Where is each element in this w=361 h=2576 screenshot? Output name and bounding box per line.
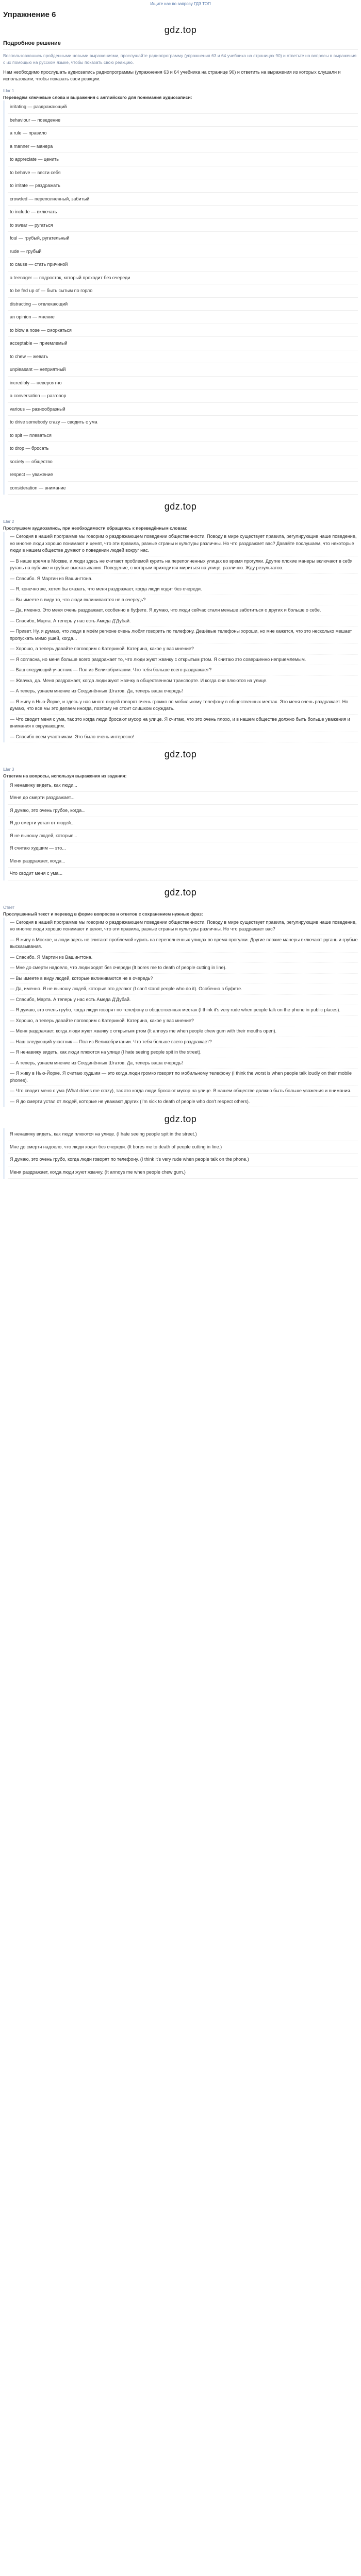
exercise-title: Упражнение 6	[3, 10, 56, 19]
answer-line: — Спасибо. Я Мартин из Вашингтона.	[8, 953, 358, 963]
vocab-item: incredibly — невероятно	[8, 377, 358, 390]
watermark: gdz.top	[164, 24, 197, 35]
vocab-list	[3, 100, 358, 495]
answer-line: — Меня раздражает, когда люди жуют жвачку с открытым ртом (It annoys me when people chew gum with their mouths open).	[8, 1026, 358, 1037]
answer-line: — Что сводит меня с ума (What drives me crazy), так это когда люди бросают мусор на улице. В нашем обществе должно быть больше уважения и внимания.	[8, 1086, 358, 1097]
phrase-item: Я ненавижу видеть, как люди...	[8, 779, 358, 792]
phrase-list	[3, 779, 358, 880]
top-note[interactable]: Ищите нас по запросу ГДЗ ТОП	[150, 2, 211, 6]
final-answer-item: Я ненавижу видеть, как люди плюются на улице. (I hate seeing people spit in the street.)	[8, 1128, 358, 1141]
watermark: gdz.top	[164, 749, 197, 759]
dialogue-line: — Ваш следующий участник — Пол из Великобритании. Что тебя больше всего раздражает?	[8, 665, 358, 676]
watermark: gdz.top	[164, 501, 197, 512]
phrase-item: Меня до смерти раздражает...	[8, 792, 358, 805]
final-answer-item: Я думаю, это очень грубо, когда люди говорят по телефону. (I think it's very rude when people talk on the phone.)	[8, 1154, 358, 1166]
dialogue-line: — Я, конечно же, хотел бы сказать, что меня раздражает, когда люди ходят без очереди.	[8, 584, 358, 595]
vocab-item: crowded — переполненный, забитый	[8, 193, 358, 206]
vocab-item: to irritate — раздражать	[8, 179, 358, 193]
answer-dialogue	[3, 918, 358, 1108]
vocab-item: to drop — бросать	[8, 442, 358, 455]
answer-line: — Сегодня в нашей программе мы говорим о раздражающем поведении общественности. Поводу в мире существует правила, регулирующие наше поведение, но многие люди хорошо понимают и ценят, что эти правила, разные страны и культуры различны. Но что раздражает вас?	[8, 918, 358, 935]
final-answer-list	[3, 1128, 358, 1179]
answer-line: — Я ненавижу видеть, как люди плюются на улице (I hate seeing people spit in the street).	[8, 1047, 358, 1058]
vocab-item: to appreciate — ценить	[8, 153, 358, 166]
step-2-label: Шаг 2	[3, 519, 14, 524]
dialogue-line: — Спасибо. Я Мартин из Вашингтона.	[8, 574, 358, 585]
phrase-item: Что сводит меня с ума...	[8, 868, 358, 880]
vocab-item: to drive somebody crazy — сводить с ума	[8, 416, 358, 429]
vocab-item: to spit — плеваться	[8, 429, 358, 443]
dialogue-line: — А теперь, узнаем мнение из Соединённых Штатов. Да, теперь ваша очередь!	[8, 686, 358, 697]
answer-line: — Я до смерти устал от людей, которые не уважают других (I'm sick to death of people who don't respect others).	[8, 1097, 358, 1108]
condition-text: Воспользовавшись пройденными новыми выражениями, прослушайте радиопрограмму (упражнения 63 и 64 учебника на страницах 90) и ответьте на вопросы в выражения с их помощью на русском языке, чтобы показать свою реакцию.	[3, 53, 357, 65]
final-answer-item: Мне до смерти надоело, что люди ходят без очереди. (It bores me to death of people cutting in line.)	[8, 1141, 358, 1154]
answer-line: — Наш следующий участник — Пол из Великобритании. Что тебя больше всего раздражает?	[8, 1037, 358, 1048]
phrase-item: Я считаю худшим — это...	[8, 842, 358, 855]
vocab-item: a rule — правило	[8, 127, 358, 140]
solution-title: Подробное решение	[3, 39, 358, 50]
dialogue-line: — Хорошо, а теперь давайте поговорим с Катериной. Катерина, какое у вас мнение?	[8, 644, 358, 655]
vocab-item: to cause — стать причиной	[8, 258, 358, 272]
answer-line: — Хорошо, а теперь давайте поговорим с Катериной. Катерина, какое у вас мнение?	[8, 1016, 358, 1027]
vocab-item: a conversation — разговор	[8, 389, 358, 403]
answer-header: Прослушанный текст и перевод в форме вопросов и ответов с сохранением нужных фраз:	[3, 911, 203, 917]
answer-line: — Мне до смерти надоело, что люди ходят без очереди (It bores me to death of people cutting in line).	[8, 963, 358, 974]
watermark: gdz.top	[164, 887, 197, 897]
answer-line: — А теперь, узнаем мнение из Соединённых Штатов. Да, теперь ваша очередь!	[8, 1058, 358, 1069]
dialogue-line: — В наше время в Москве, и люди здесь не считают проблемой курить на переполненных улицах во время прогулки. Другие плохие манеры включают в себя ругань на публике и грубые высказывания. Поведение, с которым приходится мириться на улице, различно. Жду результатов.	[8, 556, 358, 574]
dialogue-line: — Жвачка, да. Меня раздражает, когда люди жуют жвачку в общественном транспорте. И когда они плюются на улице.	[8, 676, 358, 687]
dialogue-line: — Сегодня в нашей программе мы говорим о раздражающем поведении общественности. Поводу в мире существует правила, регулирующие наше поведение, но многие люди хорошо понимают и ценят, что эти правила, разные страны и культуры различны. Но что раздражает вас? Давайте послушаем, что некоторые люди в нашем обществе думают о поведении людей вокруг нас.	[8, 532, 358, 556]
vocab-item: behaviour — поведение	[8, 114, 358, 127]
dialogue-line: — Привет. Ну, я думаю, что люди в моём регионе очень любят говорить по телефону. Дешёвые телефоны хороши, но мне кажется, что это несколько мешает пропускать мимо ушей, когда...	[8, 626, 358, 644]
dialogue-line: — Спасибо, Марта. А теперь у нас есть Амеда Д'Дубай.	[8, 616, 358, 627]
vocab-item: foul — грубый, ругательный	[8, 232, 358, 245]
dialogue-line: — Спасибо всем участникам. Это было очень интересно!	[8, 732, 358, 743]
step-3-label: Шаг 3	[3, 767, 14, 772]
vocab-item: rude — грубый	[8, 245, 358, 259]
watermark: gdz.top	[164, 1114, 197, 1124]
answer-line: — Я живу в Москве, и люди здесь не считают проблемой курить на переполненных улицах во время прогулки. Другие плохие манеры включают ругань и грубые высказывания.	[8, 935, 358, 953]
vocab-item: to include — включать	[8, 206, 358, 219]
vocab-item: to chew — жевать	[8, 350, 358, 364]
vocab-item: a manner — манера	[8, 140, 358, 154]
intro-text: Нам необходимо прослушать аудиозапись радиопрограммы (упражнения 63 и 64 учебника на странице 90) и ответить на выражения из которых слушали и использовали, чтобы показать свои реакции.	[3, 69, 341, 81]
phrase-item: Я до смерти устал от людей...	[8, 817, 358, 830]
answer-line: — Вы имеете в виду людей, которые вклиниваются не в очередь?	[8, 974, 358, 985]
vocab-item: to swear — ругаться	[8, 219, 358, 232]
vocab-item: consideration — внимание	[8, 482, 358, 495]
vocab-item: respect — уважение	[8, 468, 358, 482]
final-answer-item: Меня раздражает, когда люди жуют жвачку. (It annoys me when people chew gum.)	[8, 1166, 358, 1179]
dialogue-line: — Что сводит меня с ума, так это когда люди бросают мусор на улице. Я считаю, что это очень плохо, и в нашем обществе должно быть больше уважения и внимания к окружающим.	[8, 715, 358, 732]
step-1-label: Шаг 1	[3, 88, 14, 93]
dialogue-line: — Я согласна, но меня больше всего раздражает то, что люди жуют жвачку с открытым ртом. Я считаю это совершенно неприемлемым.	[8, 655, 358, 666]
dialogue-line: — Вы имеете в виду то, что люди вклиниваются не в очередь?	[8, 595, 358, 606]
vocab-item: unpleasant — неприятный	[8, 363, 358, 377]
vocab-item: irritating — раздражающий	[8, 100, 358, 114]
dialogue-list	[3, 532, 358, 742]
phrase-item: Меня раздражает, когда...	[8, 855, 358, 868]
answer-label: Ответ	[3, 905, 14, 910]
phrase-item: Я не выношу людей, которые...	[8, 830, 358, 843]
vocab-item: an opinion — мнение	[8, 311, 358, 324]
answer-line: — Да, именно. Я не выношу людей, которые это делают (I can't stand people who do it). Особенно в буфете.	[8, 984, 358, 995]
vocab-item: acceptable — приемлемый	[8, 337, 358, 350]
vocab-item: a teenager — подросток, который проходит без очереди	[8, 272, 358, 285]
answer-line: — Я думаю, это очень грубо, когда люди говорят по телефону в общественных местах (I think it's very rude when people talk on the phone in public places).	[8, 1005, 358, 1016]
phrase-item: Я думаю, это очень грубое, когда...	[8, 805, 358, 818]
step-2-header: Прослушаем аудиозапись, при необходимости обращаясь к переведённым словам:	[3, 526, 188, 531]
dialogue-line: — Да, именно. Это меня очень раздражает, особенно в буфете. Я думаю, что люди сейчас стали меньше заботиться о других и больше о себе.	[8, 605, 358, 616]
step-1-header: Переведём ключевые слова и выражения с английского для понимания аудиозаписи:	[3, 94, 192, 100]
answer-line: — Спасибо, Марта. А теперь у нас есть Амеда Д'Дубай.	[8, 995, 358, 1006]
vocab-item: to be fed up of — быть сытым по горло	[8, 284, 358, 298]
answer-line: — Я живу в Нью-Йорке. Я считаю худшим — это когда люди громко говорят по мобильному телефону (I think the worst is when people talk loudly on their mobile phones).	[8, 1069, 358, 1086]
vocab-item: society — общество	[8, 455, 358, 469]
vocab-item: to blow a nose — сморкаться	[8, 324, 358, 337]
dialogue-line: — Я живу в Нью-Йорке, и здесь у нас много людей говорят очень громко по мобильному телефону в общественных местах. Это меня очень раздражает. Но думаю, что все мы это делаем иногда, поэтому не стоит слишком осуждать.	[8, 697, 358, 715]
vocab-item: distracting — отвлекающий	[8, 298, 358, 311]
vocab-item: various — разнообразный	[8, 403, 358, 416]
vocab-item: to behave — вести себя	[8, 166, 358, 180]
step-3-header: Ответим на вопросы, используя выражения из задания:	[3, 773, 127, 778]
